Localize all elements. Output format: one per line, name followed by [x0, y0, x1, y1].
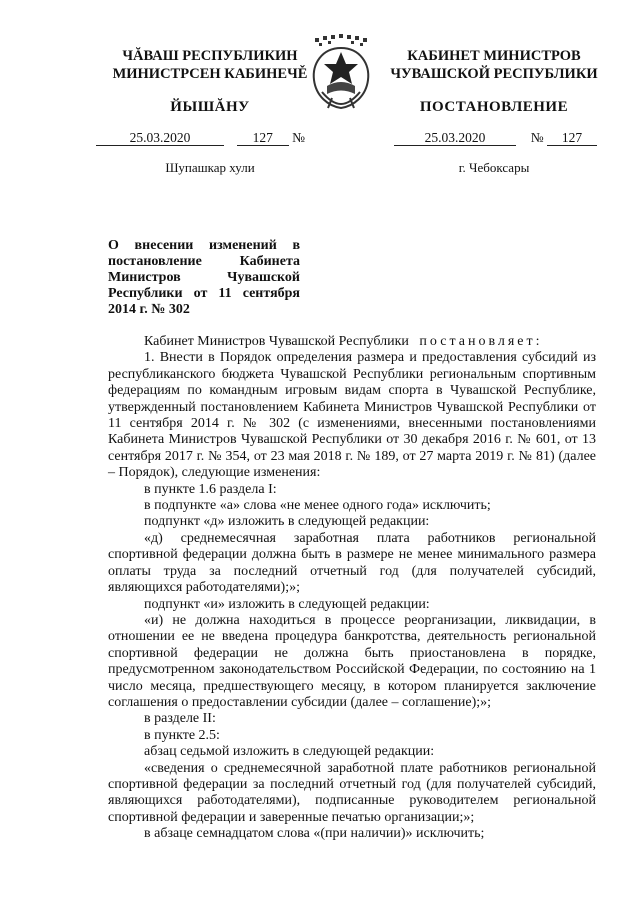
paragraph-3: в подпункте «а» слова «не менее одного года» исключить; [144, 498, 491, 514]
paragraph-11: «сведения о среднемесячной заработной плате работников региональной спортивной федерации за последний отчетный год (для получателей субсидий, являющихся работодателями), подписанные руководителем региональной спортивной федерации и заверенные печатью организации;»; [108, 760, 596, 825]
right-number-sign: № [530, 130, 544, 145]
header-right-decree: ПОСТАНОВЛЕНИЕ [419, 99, 569, 115]
left-city: Шупашкар хули [165, 160, 255, 175]
paragraph-6: подпункт «и» изложить в следующей редакции: [144, 596, 430, 612]
paragraph-9: в пункте 2.5: [144, 727, 220, 743]
right-number-row [394, 130, 597, 146]
paragraph-1: 1. Внести в Порядок определения размера и предоставления субсидий из республиканского бюджета Чувашской Республики региональным спортивным федерациям по командным игровым видам спорта в Чувашской Республике, утвержденный постановлением Кабинета Министров Чувашской Республики от 11 сентября 2014 г. № 302 (с изменениями, внесенными постановлениями Кабинета Министров Чувашской Республики от 30 декабря 2016 г. № 601, от 13 сентября 2017 г. № 354, от 23 мая 2018 г. № 189, от 27 марта 2019 г. № 81) (далее – Порядок), следующие изменения: [108, 350, 596, 481]
chuvash-emblem-icon [302, 34, 380, 114]
right-date: 25.03.2020 [394, 130, 516, 146]
header-left-line1: ЧĂВАШ РЕСПУБЛИКИН [122, 48, 298, 64]
left-number-row [96, 130, 305, 146]
paragraph-2: в пункте 1.6 раздела I: [144, 481, 277, 497]
right-city: г. Чебоксары [458, 160, 530, 175]
header-right-line2: ЧУВАШСКОЙ РЕСПУБЛИКИ [390, 66, 598, 82]
document-title: О внесении изменений в постановление Кабинета Министров Чувашской Республики от 11 сентября 2014 г. № 302 [108, 238, 300, 317]
left-date: 25.03.2020 [96, 130, 224, 146]
paragraph-8: в разделе II: [144, 711, 216, 727]
paragraph-12: в абзаце семнадцатом слова «(при наличии)» исключить; [144, 826, 485, 842]
header-left-decree: ЙЫШĂНУ [170, 99, 250, 115]
document-body [108, 334, 596, 843]
header-right-line1: КАБИНЕТ МИНИСТРОВ [407, 48, 581, 64]
intro-text: Кабинет Министров Чувашской Республики [144, 334, 409, 349]
left-number-sign: № [292, 130, 306, 145]
header-left-line2: МИНИСТРСЕН КАБИНЕЧĚ [112, 66, 308, 82]
paragraph-4: подпункт «д» изложить в следующей редакции: [144, 514, 430, 530]
intro-verb: постановляет: [419, 334, 543, 349]
paragraph-7: «и) не должна находиться в процессе реорганизации, ликвидации, в отношении ее не введена процедура банкротства, деятельность региональной спортивной федерации не должна быть приостановлена в порядке, предусмотренном законодательством Российской Федерации, по состоянию на 1 число месяца, предшествующего месяцу, в котором планируется заключение соглашения о предоставлении субсидии (далее – соглашение);»; [108, 612, 596, 710]
left-number: 127 [237, 130, 289, 146]
right-number: 127 [547, 130, 597, 146]
intro-paragraph [108, 334, 596, 350]
paragraph-10: абзац седьмой изложить в следующей редакции: [144, 744, 435, 760]
paragraph-5: «д) среднемесячная заработная плата работников региональной спортивной федерации должна быть в размере не менее минимального размера оплаты труда за последний отчетный год (для получателей субсидий, являющихся работодателями);»; [108, 530, 596, 596]
